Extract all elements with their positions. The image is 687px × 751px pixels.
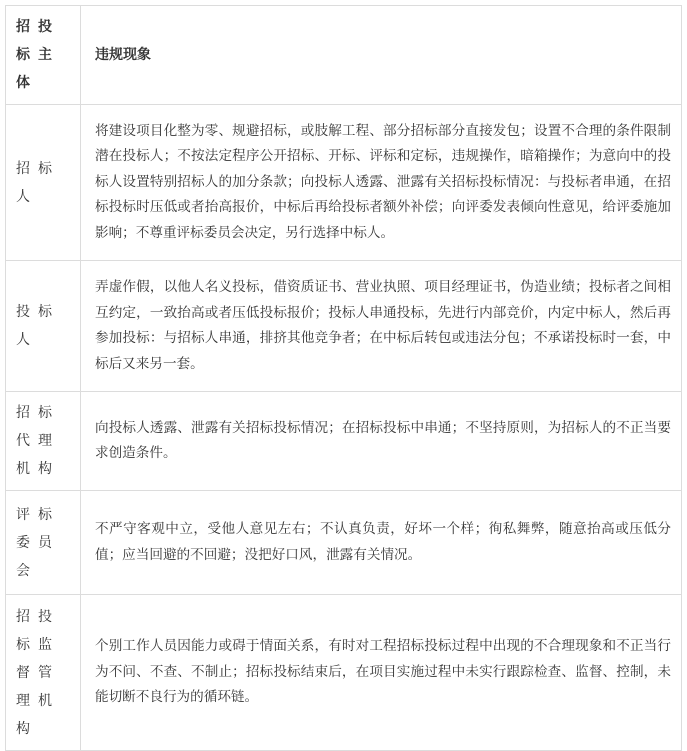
row-subject: 评标委员会 bbox=[6, 491, 81, 595]
row-phenomenon: 弄虚作假，以他人名义投标，借资质证书、营业执照、项目经理证书，伪造业绩；投标者之间相互约定，一致抬高或者压低投标报价；投标人串通投标，先进行内部竞价，内定中标人，然后再参加投标：与招标人串通，排挤其他竞争者；在中标后转包或违法分包；不承诺投标时一套，中标后又来另一套。 bbox=[81, 261, 682, 392]
table-row bbox=[6, 105, 682, 261]
row-phenomenon: 不严守客观中立，受他人意见左右；不认真负责，好坏一个样；徇私舞弊，随意抬高或压低分值；应当回避的不回避；没把好口风，泄露有关情况。 bbox=[81, 491, 682, 595]
row-subject: 招标人 bbox=[6, 105, 81, 261]
row-phenomenon: 向投标人透露、泄露有关招标投标情况；在招标投标中串通；不坚持原则，为招标人的不正当要求创造条件。 bbox=[81, 392, 682, 491]
row-phenomenon: 将建设项目化整为零、规避招标，或肢解工程、部分招标部分直接发包；设置不合理的条件限制潜在投标人；不按法定程序公开招标、开标、评标和定标，违规操作，暗箱操作；为意向中的投标人设置特别招标人的加分条款；向投标人透露、泄露有关招标投标情况：与投标者串通，在招标投标时压低或者抬高报价，中标后再给投标者额外补偿；向评委发表倾向性意见，给评委施加影响；不尊重评标委员会决定，另行选择中标人。 bbox=[81, 105, 682, 261]
table-row bbox=[6, 595, 682, 751]
header-subject: 招投标主体 bbox=[6, 6, 81, 105]
table-row bbox=[6, 392, 682, 491]
row-subject: 招标代理机构 bbox=[6, 392, 81, 491]
row-phenomenon: 个别工作人员因能力或碍于情面关系，有时对工程招标投标过程中出现的不合理现象和不正当行为不问、不查、不制止；招标投标结束后，在项目实施过程中未实行跟踪检查、监督、控制，未能切断不良行为的循环链。 bbox=[81, 595, 682, 751]
table-header-row bbox=[6, 6, 682, 105]
table-row bbox=[6, 261, 682, 392]
table-row bbox=[6, 491, 682, 595]
violations-table bbox=[5, 5, 682, 751]
header-phenomenon: 违规现象 bbox=[81, 6, 682, 105]
row-subject: 招投标监督管理机构 bbox=[6, 595, 81, 751]
row-subject: 投标人 bbox=[6, 261, 81, 392]
